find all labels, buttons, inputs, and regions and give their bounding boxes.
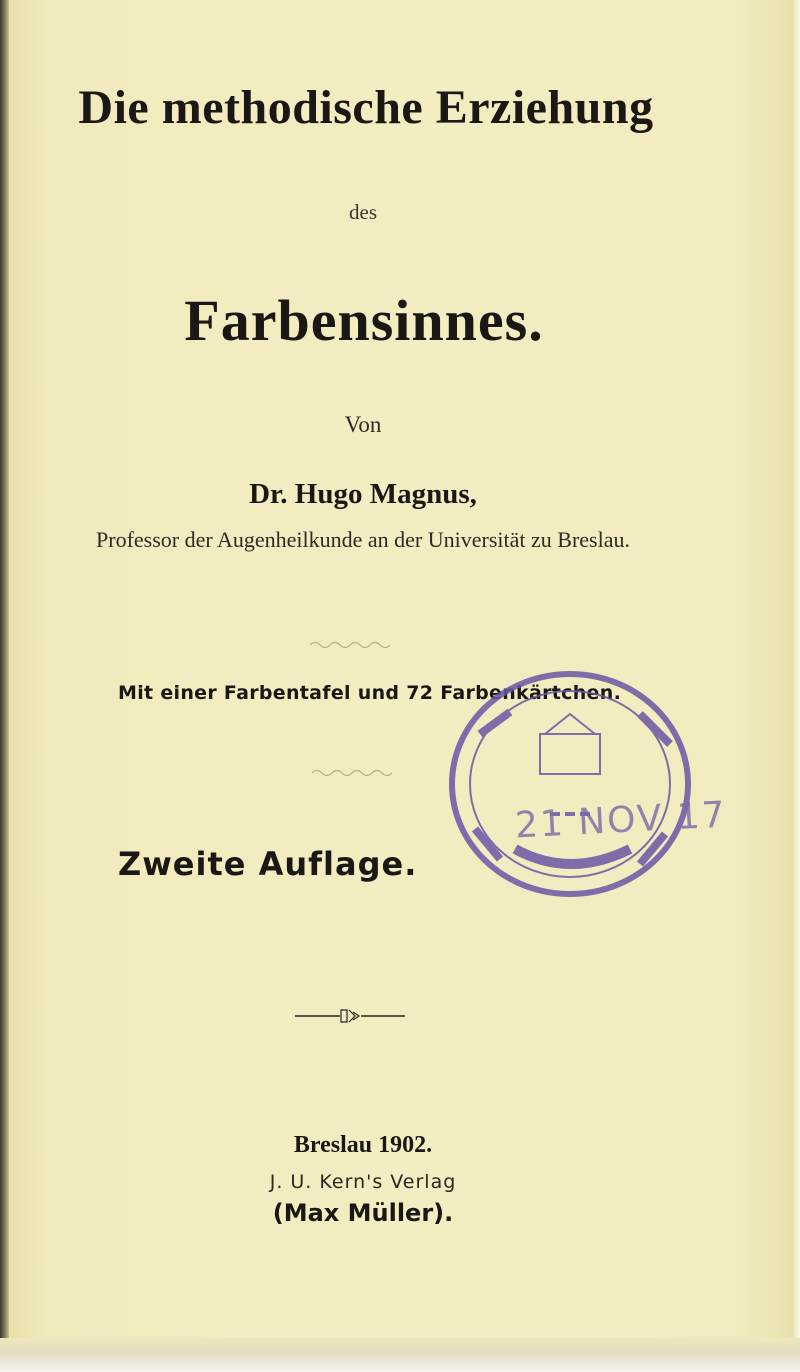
author-affiliation: Professor der Augenheilkunde an der Universität zu Breslau. xyxy=(96,527,630,552)
library-stamp xyxy=(440,664,700,904)
page-right-edge xyxy=(794,0,800,1372)
decorative-wave-rule xyxy=(310,640,390,650)
publisher-owner: (Max Müller). xyxy=(272,1199,454,1227)
place-and-year: Breslau 1902. xyxy=(293,1132,433,1158)
by-line: Von xyxy=(344,412,382,437)
title-connector: des xyxy=(349,200,377,224)
decorative-wave-rule-2 xyxy=(312,768,392,778)
subtitle: Farbensinnes. xyxy=(184,288,544,353)
main-title: Die methodische Erziehung xyxy=(78,81,654,134)
plates-note: Mit einer Farbentafel und 72 Farbenkärtchen. xyxy=(118,682,622,704)
ornament-rule xyxy=(295,1006,405,1026)
stamp-date: 21 NOV 17 xyxy=(514,794,728,847)
publisher-name: J. U. Kern's Verlag xyxy=(269,1171,457,1193)
page-bottom-edge xyxy=(0,1338,800,1372)
author-name: Dr. Hugo Magnus, xyxy=(249,478,477,510)
edition-label: Zweite Auflage. xyxy=(118,845,418,883)
